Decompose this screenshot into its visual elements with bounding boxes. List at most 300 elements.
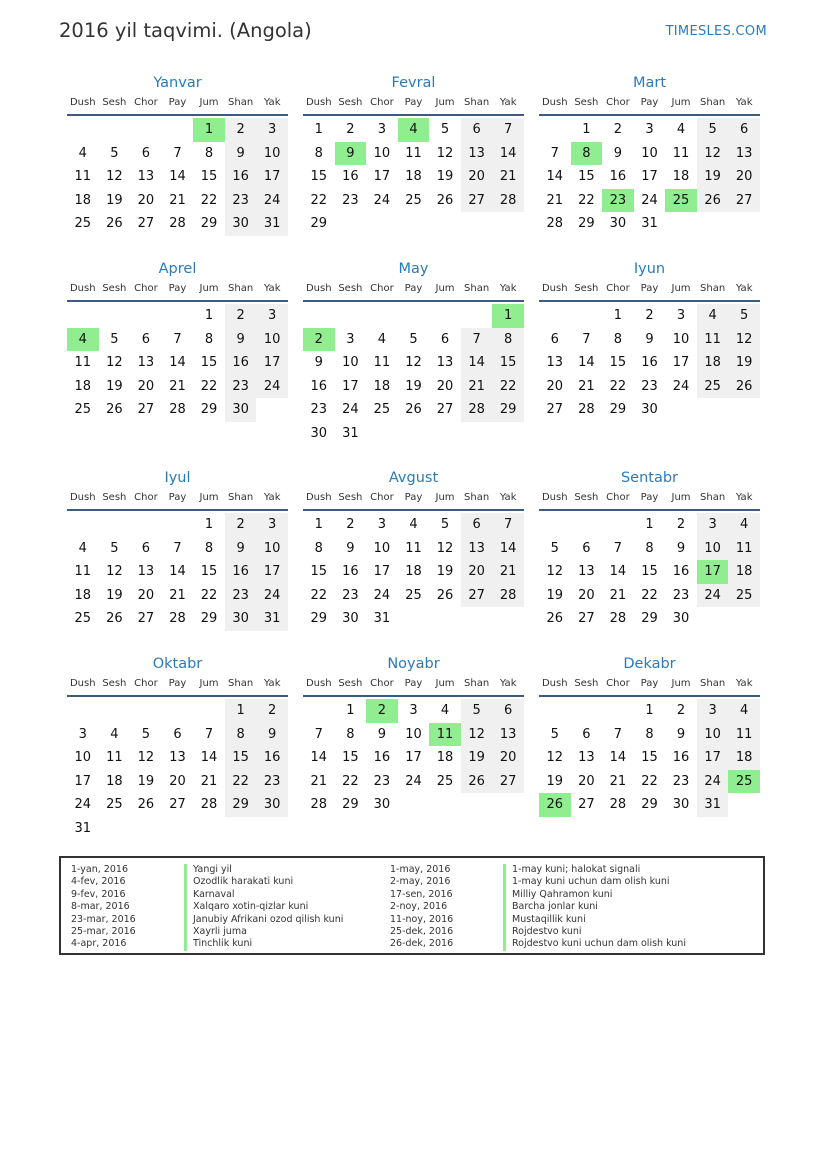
day-cell: 28 (546, 216, 564, 231)
day-cell: 29 (609, 402, 627, 417)
week-row (67, 375, 288, 399)
day-cell: 16 (225, 351, 257, 375)
day-cell: 8 (225, 723, 257, 747)
day-cell: 1 (582, 122, 591, 137)
empty-day-cell (461, 607, 493, 631)
holiday-marker (184, 864, 187, 876)
month-oktabr (67, 654, 288, 840)
day-cell: 1 (314, 122, 323, 137)
day-cell: 7 (582, 331, 591, 347)
day-cell: 8 (204, 331, 214, 347)
days-grid (303, 304, 524, 445)
legend-date: 17-sen, 2016 (390, 888, 453, 900)
day-cell: 10 (74, 750, 92, 765)
day-cell: 20 (546, 378, 564, 394)
day-cell: 25 (74, 216, 92, 231)
day-cell: 6 (440, 331, 450, 347)
day-cell: 9 (256, 723, 288, 747)
day-cell: 16 (672, 750, 690, 765)
legend-date: 26-dek, 2016 (390, 938, 454, 950)
day-cell: 29 (578, 216, 595, 231)
empty-day-cell (665, 398, 697, 422)
legend-holiday-name: Xayrli juma (193, 925, 247, 937)
weekday-label: Shan (700, 283, 726, 294)
weekday-label: Yak (735, 97, 753, 108)
weekday-label: Dush (305, 678, 332, 689)
day-cell: 21 (609, 587, 627, 603)
empty-day-cell (697, 212, 729, 236)
days-grid (67, 118, 288, 236)
weekday-label: Chor (606, 283, 630, 294)
day-cell: 13 (492, 723, 524, 747)
empty-day-cell (539, 304, 571, 328)
weekday-label: Chor (134, 492, 158, 503)
day-cell: 15 (641, 750, 658, 765)
week-row (539, 699, 760, 723)
day-cell: 11 (728, 537, 760, 561)
day-cell: 5 (409, 331, 418, 347)
day-cell: 4 (110, 726, 119, 742)
weekday-label: Pay (640, 678, 659, 689)
weekday-label: Shan (228, 283, 254, 294)
day-cell: 13 (137, 564, 155, 579)
day-cell: 20 (461, 560, 493, 584)
day-cell: 11 (405, 540, 422, 556)
legend-date: 4-apr, 2016 (71, 938, 127, 950)
empty-day-cell (99, 118, 131, 142)
day-cell: 31 (342, 425, 359, 441)
day-cell: 29 (200, 611, 218, 626)
month-name: Oktabr (152, 656, 203, 672)
empty-day-cell (429, 212, 461, 236)
day-cell: 27 (137, 611, 155, 626)
week-row (67, 746, 288, 770)
day-cell: 9 (225, 537, 257, 561)
day-cell: 8 (645, 540, 654, 556)
day-cell: 20 (578, 587, 595, 603)
day-cell: 14 (492, 537, 524, 561)
day-cell: 1 (225, 699, 257, 723)
day-cell: 4 (728, 699, 760, 723)
holiday-marker (503, 901, 506, 913)
weekday-label: Sesh (338, 97, 363, 108)
empty-day-cell (193, 699, 225, 723)
day-cell: 22 (492, 375, 524, 399)
empty-day-cell (571, 304, 603, 328)
week-row (303, 375, 524, 399)
legend-item (71, 914, 343, 926)
weekday-label: Yak (735, 283, 753, 294)
legend-date: 2-noy, 2016 (390, 901, 448, 913)
week-row (539, 328, 760, 352)
day-cell: 16 (256, 746, 288, 770)
weekday-label: Shan (464, 678, 490, 689)
day-cell: 6 (141, 540, 151, 556)
empty-day-cell (162, 699, 194, 723)
day-cell: 24 (342, 402, 359, 417)
empty-day-cell (728, 793, 760, 817)
week-row (67, 328, 288, 352)
day-cell: 14 (578, 355, 595, 370)
weekday-label: Chor (134, 283, 158, 294)
day-cell: 2 (225, 304, 257, 328)
day-cell: 8 (204, 540, 214, 556)
empty-day-cell (728, 398, 760, 422)
day-cell: 18 (672, 169, 690, 184)
day-cell: 9 (676, 540, 686, 556)
holiday-marker (503, 889, 506, 901)
week-row (67, 560, 288, 584)
week-row (67, 304, 288, 328)
day-cell: 22 (578, 192, 595, 208)
day-cell: 20 (461, 165, 493, 189)
day-cell: 15 (609, 355, 627, 370)
weekday-label: Sesh (102, 97, 127, 108)
legend-date: 23-mar, 2016 (71, 913, 136, 925)
day-cell: 5 (697, 118, 729, 142)
empty-day-cell (335, 304, 367, 328)
week-row (303, 142, 524, 166)
day-cell: 18 (436, 750, 454, 765)
empty-day-cell (398, 422, 430, 446)
holiday-day-cell: 11 (429, 723, 461, 747)
week-row (539, 723, 760, 747)
empty-day-cell (366, 304, 398, 328)
week-row (539, 793, 760, 817)
days-grid (67, 699, 288, 840)
holiday-day-cell: 4 (67, 328, 99, 352)
empty-day-cell (162, 513, 194, 537)
week-row (67, 537, 288, 561)
day-cell: 31 (256, 607, 288, 631)
day-cell: 2 (346, 122, 355, 137)
legend-date: 25-dek, 2016 (390, 925, 454, 937)
holiday-day-cell: 1 (193, 118, 225, 142)
day-cell: 14 (169, 169, 186, 184)
day-cell: 20 (137, 587, 155, 603)
empty-day-cell (461, 422, 493, 446)
week-row (303, 584, 524, 608)
weekday-label: Pay (404, 97, 423, 108)
holiday-day-cell: 26 (539, 793, 571, 817)
day-cell: 17 (373, 169, 391, 184)
empty-day-cell (429, 422, 461, 446)
holiday-marker (184, 914, 187, 926)
day-cell: 18 (728, 746, 760, 770)
day-cell: 17 (641, 169, 658, 184)
legend-column-right (390, 864, 686, 951)
day-cell: 27 (578, 797, 595, 812)
weekday-label: Yak (499, 678, 517, 689)
day-cell: 21 (169, 192, 186, 208)
week-row (67, 699, 288, 723)
weekday-label: Sesh (102, 492, 127, 503)
weekday-label: Yak (263, 283, 281, 294)
weekday-label: Shan (700, 97, 726, 108)
day-cell: 20 (436, 378, 454, 394)
day-cell: 29 (641, 797, 658, 812)
day-cell: 24 (373, 192, 391, 208)
empty-day-cell (67, 118, 99, 142)
day-cell: 7 (492, 513, 524, 537)
legend-column-left (71, 864, 343, 951)
day-cell: 4 (78, 540, 87, 556)
week-row (539, 304, 760, 328)
day-cell: 21 (169, 378, 186, 394)
week-row (303, 304, 524, 328)
day-cell: 12 (137, 750, 155, 765)
day-cell: 26 (546, 611, 564, 626)
day-cell: 5 (550, 726, 559, 742)
week-row (303, 328, 524, 352)
empty-day-cell (303, 304, 335, 328)
day-cell: 10 (641, 145, 658, 161)
day-cell: 12 (697, 142, 729, 166)
day-cell: 16 (342, 564, 359, 579)
day-cell: 10 (256, 142, 288, 166)
days-grid (67, 513, 288, 631)
day-cell: 25 (74, 611, 92, 626)
day-cell: 2 (346, 517, 355, 532)
empty-day-cell (697, 607, 729, 631)
day-cell: 7 (492, 118, 524, 142)
weekday-label: Yak (263, 492, 281, 503)
day-cell: 3 (256, 304, 288, 328)
weekday-label: Dush (69, 678, 96, 689)
weekday-label: Yak (499, 492, 517, 503)
month-name: Iyun (633, 261, 666, 277)
day-cell: 23 (225, 189, 257, 213)
empty-day-cell (571, 513, 603, 537)
day-cell: 7 (314, 726, 323, 742)
day-cell: 14 (169, 355, 186, 370)
day-cell: 23 (310, 402, 328, 417)
day-cell: 1 (204, 308, 214, 323)
day-cell: 19 (137, 773, 155, 789)
day-cell: 4 (728, 513, 760, 537)
day-cell: 27 (137, 402, 155, 417)
day-cell: 28 (169, 611, 186, 626)
day-cell: 17 (405, 750, 422, 765)
day-cell: 23 (342, 192, 359, 208)
day-cell: 22 (641, 773, 658, 789)
empty-day-cell (429, 607, 461, 631)
weekday-label: Jum (671, 678, 691, 689)
day-cell: 6 (582, 726, 591, 742)
weekday-label: Chor (134, 97, 158, 108)
day-cell: 1 (346, 703, 355, 718)
day-cell: 15 (200, 564, 218, 579)
day-cell: 19 (697, 165, 729, 189)
day-cell: 26 (405, 402, 422, 417)
day-cell: 24 (256, 584, 288, 608)
legend-holiday-name: Milliy Qahramon kuni (512, 888, 613, 900)
empty-day-cell (602, 699, 634, 723)
day-cell: 30 (225, 212, 257, 236)
day-cell: 9 (314, 355, 323, 370)
legend-item (71, 901, 343, 913)
day-cell: 22 (200, 378, 218, 394)
empty-day-cell (697, 398, 729, 422)
days-grid (539, 118, 760, 236)
week-row (303, 513, 524, 537)
weekday-label: Chor (134, 678, 158, 689)
day-cell: 16 (672, 564, 690, 579)
day-cell: 2 (225, 118, 257, 142)
holiday-marker (184, 889, 187, 901)
day-cell: 29 (310, 611, 328, 626)
weekday-label: Pay (404, 678, 423, 689)
legend-holiday-name: Janubiy Afrikani ozod qilish kuni (193, 913, 344, 925)
day-cell: 22 (342, 773, 359, 789)
day-cell: 3 (409, 703, 418, 718)
day-cell: 2 (676, 517, 686, 532)
day-cell: 29 (492, 398, 524, 422)
day-cell: 5 (141, 726, 151, 742)
day-cell: 8 (204, 145, 214, 161)
empty-day-cell (335, 212, 367, 236)
day-cell: 13 (578, 750, 595, 765)
month-name: Fevral (391, 75, 436, 91)
day-cell: 29 (200, 216, 218, 231)
week-row (67, 584, 288, 608)
day-cell: 6 (728, 118, 760, 142)
week-row (539, 584, 760, 608)
day-cell: 31 (256, 212, 288, 236)
empty-day-cell (539, 118, 571, 142)
day-cell: 2 (676, 703, 686, 718)
empty-day-cell (492, 422, 524, 446)
weekday-label: Jum (199, 492, 219, 503)
weekday-label: Sesh (338, 492, 363, 503)
day-cell: 3 (256, 513, 288, 537)
weekday-label: Pay (168, 97, 187, 108)
day-cell: 27 (169, 797, 186, 812)
day-cell: 28 (169, 402, 186, 417)
day-cell: 13 (137, 169, 155, 184)
day-cell: 3 (697, 699, 729, 723)
day-cell: 7 (173, 540, 182, 556)
day-cell: 6 (550, 331, 559, 347)
legend-date: 2-may, 2016 (390, 876, 451, 888)
empty-day-cell (429, 304, 461, 328)
week-row (539, 398, 760, 422)
day-cell: 22 (609, 378, 627, 394)
day-cell: 11 (672, 145, 690, 161)
day-cell: 19 (106, 192, 123, 208)
day-cell: 13 (169, 750, 186, 765)
day-cell: 26 (728, 375, 760, 399)
week-row (539, 770, 760, 794)
week-row (67, 351, 288, 375)
week-row (303, 699, 524, 723)
day-cell: 6 (141, 331, 151, 347)
month-dekabr (539, 654, 760, 817)
weekday-label: Sesh (574, 492, 599, 503)
weekday-header (67, 489, 288, 511)
day-cell: 7 (173, 145, 182, 161)
legend-item (390, 926, 686, 938)
weekday-label: Sesh (102, 283, 127, 294)
weekday-label: Sesh (574, 283, 599, 294)
month-name: Iyul (164, 470, 191, 486)
day-cell: 12 (461, 723, 493, 747)
day-cell: 22 (200, 587, 218, 603)
day-cell: 10 (342, 355, 359, 370)
day-cell: 6 (461, 118, 493, 142)
holiday-day-cell: 9 (335, 142, 367, 166)
weekday-header (67, 280, 288, 302)
weekday-header (67, 94, 288, 116)
legend-item (390, 876, 686, 888)
day-cell: 19 (436, 169, 454, 184)
empty-day-cell (728, 607, 760, 631)
weekday-header (539, 280, 760, 302)
brand-link[interactable]: TIMESLES.COM (665, 24, 767, 39)
month-name: Aprel (158, 261, 197, 277)
day-cell: 5 (110, 145, 119, 161)
day-cell: 14 (310, 750, 328, 765)
week-row (539, 351, 760, 375)
weekday-label: Shan (464, 492, 490, 503)
weekday-label: Chor (370, 97, 394, 108)
empty-day-cell (162, 304, 194, 328)
day-cell: 6 (582, 540, 591, 556)
weekday-label: Pay (404, 283, 423, 294)
legend-item (71, 938, 343, 950)
day-cell: 19 (461, 746, 493, 770)
day-cell: 3 (78, 726, 87, 742)
holiday-day-cell: 23 (602, 189, 634, 213)
empty-day-cell (67, 304, 99, 328)
day-cell: 21 (546, 192, 564, 208)
day-cell: 16 (225, 165, 257, 189)
week-row (303, 422, 524, 446)
holiday-legend (59, 856, 765, 955)
holiday-day-cell: 2 (366, 699, 398, 723)
day-cell: 13 (578, 564, 595, 579)
empty-day-cell (461, 793, 493, 817)
weekday-label: Pay (640, 283, 659, 294)
day-cell: 28 (609, 797, 627, 812)
day-cell: 10 (256, 537, 288, 561)
weekday-label: Pay (168, 283, 187, 294)
empty-day-cell (162, 118, 194, 142)
day-cell: 1 (204, 517, 214, 532)
month-sentabr (539, 468, 760, 631)
day-cell: 26 (461, 770, 493, 794)
weekday-label: Yak (735, 492, 753, 503)
day-cell: 29 (641, 611, 658, 626)
legend-holiday-name: Tinchlik kuni (193, 938, 253, 950)
day-cell: 20 (137, 378, 155, 394)
day-cell: 9 (346, 540, 355, 556)
day-cell: 13 (728, 142, 760, 166)
week-row (303, 723, 524, 747)
day-cell: 27 (461, 584, 493, 608)
week-row (303, 165, 524, 189)
holiday-marker (503, 876, 506, 888)
empty-day-cell (429, 793, 461, 817)
weekday-label: Chor (370, 492, 394, 503)
day-cell: 15 (200, 355, 218, 370)
day-cell: 30 (672, 797, 690, 812)
week-row (303, 537, 524, 561)
day-cell: 4 (676, 122, 686, 137)
days-grid (539, 304, 760, 422)
day-cell: 19 (436, 564, 454, 579)
week-row (539, 513, 760, 537)
